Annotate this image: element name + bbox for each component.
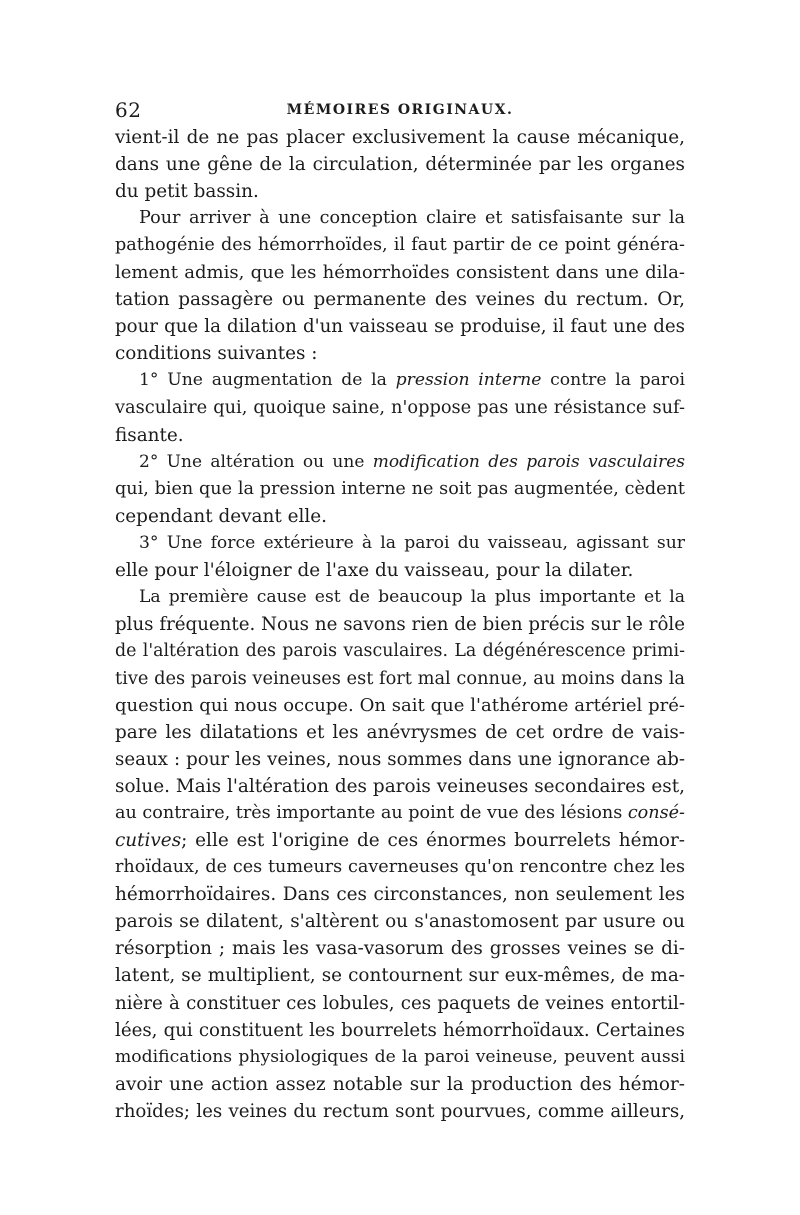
text-line: solue. Mais l'altération des parois veineuses secondaires est, bbox=[115, 776, 685, 798]
text-line: rhoïdaux, de ces tumeurs caverneuses qu'on rencontre chez les bbox=[115, 857, 685, 878]
text-line: rhoïdes; les veines du rectum sont pourvues, comme ailleurs, bbox=[115, 1100, 685, 1122]
italic-text: consé- bbox=[627, 803, 685, 824]
text-line: hémorrhoïdaires. Dans ces circonstances, non seulement les bbox=[115, 884, 685, 906]
text-line: seaux : pour les veines, nous sommes dans une ignorance ab- bbox=[115, 749, 685, 771]
text-line: dans une gêne de la circulation, déterminée par les organes bbox=[115, 154, 685, 176]
page-number: 62 bbox=[115, 98, 142, 122]
text-line: elle pour l'éloigner de l'axe du vaisseau, pour la dilater. bbox=[115, 559, 634, 581]
text-line: nière à constituer ces lobules, ces paquets de veines entortil- bbox=[115, 992, 685, 1014]
text-segment: 2° Une altération ou une bbox=[139, 451, 373, 472]
text-line: fisante. bbox=[115, 424, 184, 446]
text-line bbox=[115, 367, 685, 394]
body-text bbox=[115, 124, 685, 1125]
text-line: plus fréquente. Nous ne savons rien de bien précis sur le rôle bbox=[115, 613, 685, 635]
text-segment: contre la paroi bbox=[541, 370, 685, 391]
text-line: Pour arriver à une conception claire et satisfaisante sur la bbox=[139, 208, 685, 229]
text-line: qui, bien que la pression interne ne soit pas augmentée, cèdent bbox=[115, 478, 685, 499]
text-line: vient-il de ne pas placer exclusivement la cause mécanique, bbox=[115, 127, 685, 148]
text-line bbox=[115, 449, 685, 476]
text-line: cependant devant elle. bbox=[115, 505, 327, 527]
text-line: pathogénie des hémorrhoïdes, il faut partir de ce point généra- bbox=[115, 235, 685, 256]
running-head bbox=[115, 98, 685, 122]
text-line: tation passagère ou permanente des veines du rectum. Or, bbox=[115, 289, 685, 311]
text-line: tive des parois veineuses est fort mal connue, au moins dans la bbox=[115, 667, 685, 689]
text-line: pare les dilatations et les anévrysmes de cet ordre de vais- bbox=[115, 722, 685, 744]
text-line bbox=[115, 827, 685, 854]
text-line: conditions suivantes : bbox=[115, 343, 318, 365]
text-line: latent, se multiplient, se contournent sur eux-mêmes, de ma- bbox=[115, 965, 685, 987]
text-line: résorption ; mais les vasa-vasorum des grosses veines se di- bbox=[115, 938, 685, 960]
text-line: lement admis, que les hémorrhoïdes consistent dans une dila- bbox=[115, 262, 685, 284]
text-line bbox=[115, 800, 685, 827]
text-line: lées, qui constituent les bourrelets hémorrhoïdaux. Certaines bbox=[115, 1019, 685, 1041]
italic-text: pression interne bbox=[395, 370, 542, 391]
text-line: La première cause est de beaucoup la plus importante et la bbox=[139, 586, 685, 607]
text-line: du petit bassin. bbox=[115, 181, 259, 203]
italic-text: modification des parois vasculaires bbox=[372, 451, 685, 472]
running-title: MÉMOIRES ORIGINAUX. bbox=[286, 102, 514, 118]
text-line: question qui nous occupe. On sait que l'athérome artériel pré- bbox=[115, 694, 685, 716]
text-line: pour que la dilation d'un vaisseau se produise, il faut une des bbox=[115, 316, 685, 338]
text-line: 3° Une force extérieure à la paroi du vaisseau, agissant sur bbox=[139, 532, 685, 553]
text-line: de l'altération des parois vasculaires. La dégénérescence primi- bbox=[115, 640, 685, 661]
text-line: avoir une action assez notable sur la production des hémor- bbox=[115, 1073, 685, 1095]
text-line: modifications physiologiques de la paroi veineuse, peuvent aussi bbox=[115, 1046, 685, 1067]
italic-text: cutives bbox=[115, 830, 182, 852]
text-line: vasculaire qui, quoique saine, n'oppose pas une résistance suf- bbox=[115, 397, 685, 419]
text-line: parois se dilatent, s'altèrent ou s'anastomosent par usure ou bbox=[115, 911, 685, 933]
text-segment: ; elle est l'origine de ces énormes bourrelets hémor- bbox=[181, 830, 685, 852]
text-segment: 1° Une augmentation de la bbox=[139, 370, 396, 391]
text-segment: au contraire, très importante au point de vue des lésions bbox=[115, 803, 628, 824]
